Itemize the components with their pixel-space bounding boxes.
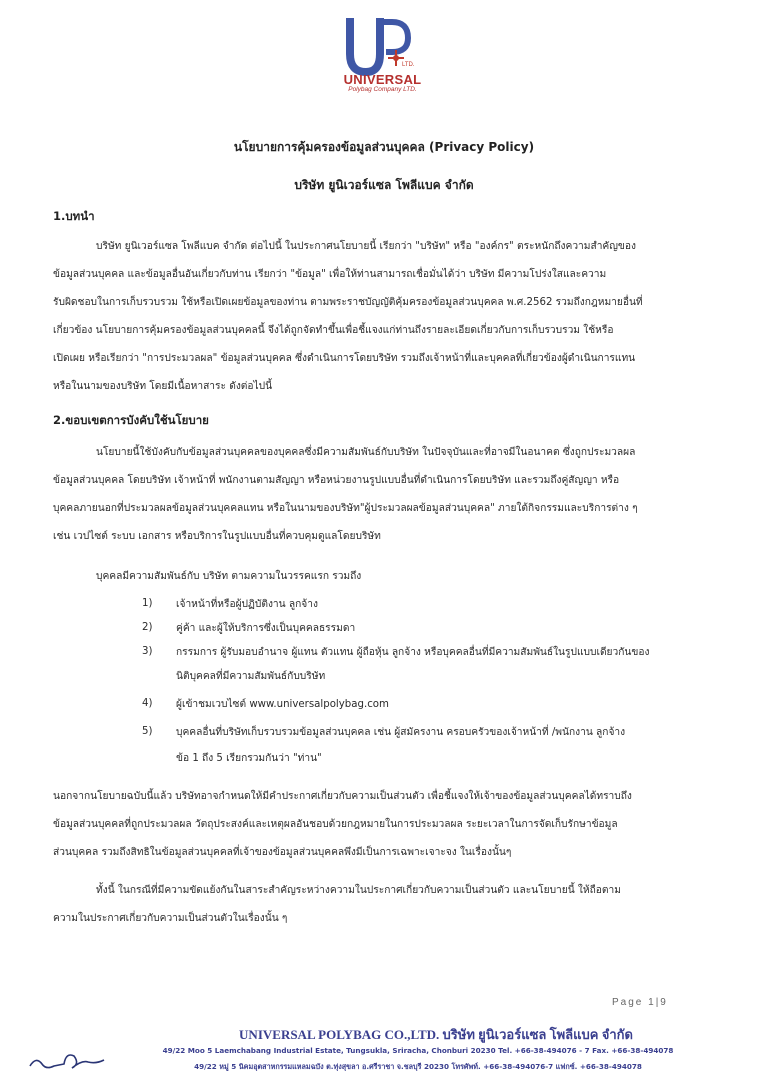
list-item: ข้อ 1 ถึง 5 เรียกรวมกันว่า "ท่าน" bbox=[176, 753, 322, 764]
list-number: 5) bbox=[142, 726, 153, 737]
section-2-line: บุคคลภายนอกที่ประมวลผลข้อมูลส่วนบุคคลแทน หรือในนามของบริษัท"ผู้ประมวลผลข้อมูลส่วนบุคคล" ภายใต้กิจกรรมและบริการต่าง ๆ bbox=[53, 503, 638, 514]
section-1-heading: 1.บทนำ bbox=[53, 209, 95, 223]
list-item: นิติบุคคลที่มีความสัมพันธ์กับบริษัท bbox=[176, 671, 326, 682]
section-1-line: หรือในนามของบริษัท โดยมีเนื้อหาสาระ ดังต่อไปนี้ bbox=[53, 381, 273, 392]
section-1-line: เกี่ยวข้อง นโยบายการคุ้มครองข้อมูลส่วนบุคคลนี้ จึงได้ถูกจัดทำขึ้นเพื่อชี้แจงแก่ท่านถึงรายละเอียดเกี่ยวกับการเก็บรวบรวม ใช้หรือ bbox=[53, 325, 614, 336]
section-2-line: นโยบายนี้ใช้บังคับกับข้อมูลส่วนบุคคลของบุคคลซึ่งมีความสัมพันธ์กับบริษัท ในปัจจุบันและที่อาจมีในอนาคต ซึ่งถูกประมวลผล bbox=[96, 447, 636, 458]
paragraph-line: ข้อมูลส่วนบุคคลที่ถูกประมวลผล วัตถุประสงค์และเหตุผลอันชอบด้วยกฎหมายในการประมวลผล ระยะเวลาในการจัดเก็บรักษาข้อมูล bbox=[53, 819, 618, 830]
company-name: บริษัท ยูนิเวอร์แซล โพลีแบค จำกัด bbox=[294, 178, 474, 192]
policy-title: นโยบายการคุ้มครองข้อมูลส่วนบุคคล (Privacy Policy) bbox=[233, 140, 535, 154]
footer-address-th: 49/22 หมู่ 5 นิคมอุตสาหกรรมแหลมฉบัง ต.ทุ่งสุขลา อ.ศรีราชา จ.ชลบุรี 20230 โทรศัพท์. +66-38-494076-7 แฟกซ์. +66-38-494078 bbox=[194, 1062, 642, 1071]
paragraph-line: ความในประกาศเกี่ยวกับความเป็นส่วนตัวในเรื่องนั้น ๆ bbox=[53, 913, 288, 924]
list-number: 4) bbox=[142, 698, 153, 709]
list-item: เจ้าหน้าที่หรือผู้ปฏิบัติงาน ลูกจ้าง bbox=[176, 599, 318, 610]
list-number: 1) bbox=[142, 598, 153, 609]
list-item: บุคคลอื่นที่บริษัทเก็บรวบรวมข้อมูลส่วนบุคคล เช่น ผู้สมัครงาน ครอบครัวของเจ้าหน้าที่ /พนักงาน ลูกจ้าง bbox=[176, 727, 626, 738]
logo-ltd: LTD. bbox=[402, 62, 415, 68]
list-item: คู่ค้า และผู้ให้บริการซึ่งเป็นบุคคลธรรมดา bbox=[176, 623, 356, 634]
logo-subtitle: Polybag Company LTD. bbox=[348, 86, 417, 93]
page-number: Page 1|9 bbox=[612, 997, 668, 1008]
footer-address-en: 49/22 Moo 5 Laemchabang Industrial Estate, Tungsukla, Sriracha, Chonburi 20230 Tel. +66-38-494076 - 7 Fax. +66-38-494078 bbox=[162, 1046, 674, 1055]
logo-name: UNIVERSAL bbox=[343, 72, 422, 87]
section-2-line: เช่น เวปไซต์ ระบบ เอกสาร หรือบริการในรูปแบบอื่นที่ควบคุมดูแลโดยบริษัท bbox=[53, 531, 381, 542]
paragraph-line: นอกจากนโยบายฉบับนี้แล้ว บริษัทอาจกำหนดให้มีคำประกาศเกี่ยวกับความเป็นส่วนตัว เพื่อชี้แจงให้เจ้าของข้อมูลส่วนบุคคลได้ทราบถึง bbox=[53, 791, 632, 802]
list-number: 3) bbox=[142, 646, 153, 657]
paragraph-line: ทั้งนี้ ในกรณีที่มีความขัดแย้งกันในสาระสำคัญระหว่างความในประกาศเกี่ยวกับความเป็นส่วนตัว และนโยบายนี้ ให้ถือตาม bbox=[96, 885, 621, 896]
section-2-heading: 2.ขอบเขตการบังคับใช้นโยบาย bbox=[53, 413, 209, 427]
section-1-line: ข้อมูลส่วนบุคคล และข้อมูลอื่นอันเกี่ยวกับท่าน เรียกว่า "ข้อมูล" เพื่อให้ท่านสามารถเชื่อมั่นได้ว่า บริษัท มีความโปร่งใสและความ bbox=[53, 269, 607, 280]
section-1-line: เปิดเผย หรือเรียกว่า "การประมวลผล" ข้อมูลส่วนบุคคล ซึ่งดำเนินการโดยบริษัท รวมถึงเจ้าหน้าที่และบุคคลที่เกี่ยวข้องผู้ดำเนินการแทน bbox=[53, 353, 636, 364]
list-item: ผู้เข้าชมเวบไซต์ www.universalpolybag.com bbox=[176, 699, 389, 710]
section-1-line: บริษัท ยูนิเวอร์แซล โพลีแบค จำกัด ต่อไปนี้ ในประกาศนโยบายนี้ เรียกว่า "บริษัท" หรือ "องค์กร" ตระหนักถึงความสำคัญของ bbox=[96, 241, 636, 252]
paragraph-line: ส่วนบุคคล รวมถึงสิทธิในข้อมูลส่วนบุคคลที่เจ้าของข้อมูลส่วนบุคคลพึงมีเป็นการเฉพาะเจาะจง ในเรื่องนั้นๆ bbox=[53, 847, 512, 858]
footer-company: UNIVERSAL POLYBAG CO.,LTD. บริษัท ยูนิเวอร์แซล โพลีแบค จำกัด bbox=[239, 1027, 633, 1042]
section-2-intro: บุคคลมีความสัมพันธ์กับ บริษัท ตามความในวรรคแรก รวมถึง bbox=[96, 571, 362, 582]
section-2-line: ข้อมูลส่วนบุคคล โดยบริษัท เจ้าหน้าที่ พนักงานตามสัญญา หรือหน่วยงานรูปแบบอื่นที่ดำเนินการโดยบริษัท และรวมถึงคู่สัญญา หรือ bbox=[53, 475, 620, 486]
signature bbox=[24, 1038, 114, 1078]
list-number: 2) bbox=[142, 622, 153, 633]
list-item: กรรมการ ผู้รับมอบอำนาจ ผู้แทน ตัวแทน ผู้ถือหุ้น ลูกจ้าง หรือบุคคลอื่นที่มีความสัมพันธ์ในรูปแบบเดียวกันของ bbox=[176, 647, 650, 658]
section-1-line: รับผิดชอบในการเก็บรวบรวม ใช้หรือเปิดเผยข้อมูลของท่าน ตามพระราชบัญญัติคุ้มครองข้อมูลส่วนบุคคล พ.ศ.2562 รวมถึงกฎหมายอื่นที่ bbox=[53, 297, 643, 308]
